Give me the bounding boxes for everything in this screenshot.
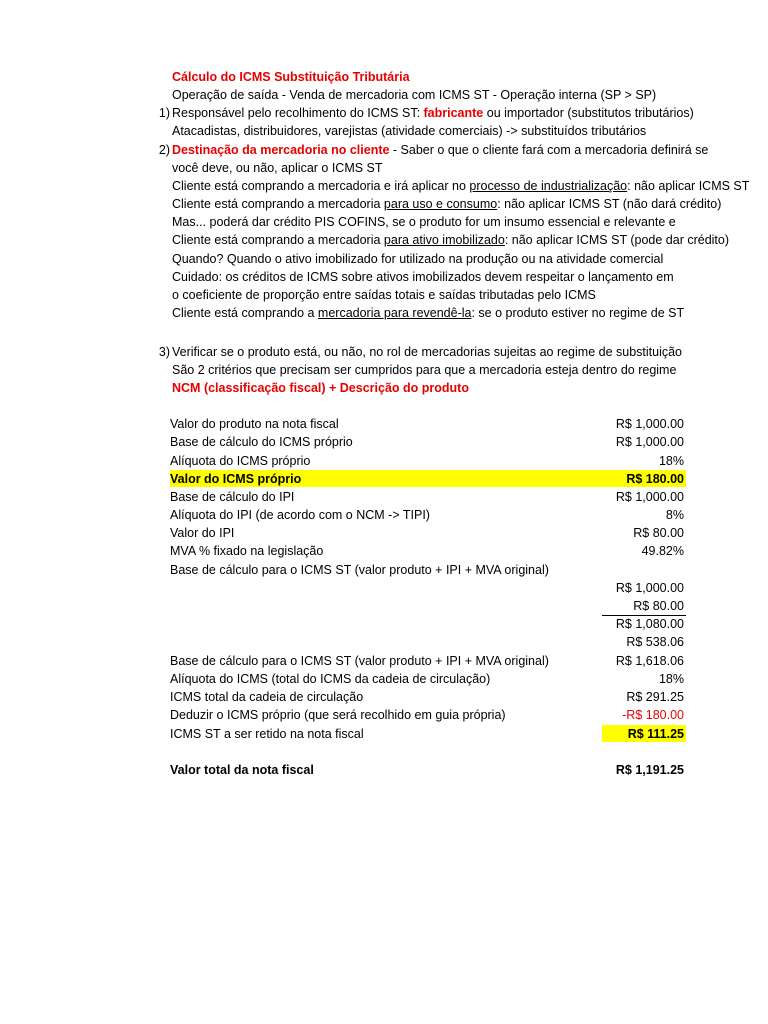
criteria-line: São 2 critérios que precisam ser cumpridos para que a mercadoria esteja dentro do regime [172,363,677,377]
row-label-ipi-base: Base de cálculo do IPI [170,490,295,504]
operation-description: Operação de saída - Venda de mercadoria com ICMS ST - Operação interna (SP > SP) [172,88,657,102]
caution-line: Cuidado: os créditos de ICMS sobre ativos imobilizados devem respeitar o lançamento em [172,270,674,284]
apply-line: você deve, ou não, aplicar o ICMS ST [172,161,383,175]
row-value-sub-total: R$ 1,080.00 [615,617,684,631]
row-value-invoice-total: R$ 1,191.25 [615,763,684,777]
row-value-ipi-rate: 8% [665,508,684,522]
row-value-product-value: R$ 1,000.00 [615,417,684,431]
row-value-sub-mva: R$ 538.06 [626,635,684,649]
row-value-chain-rate: 18% [658,672,684,686]
row-label-st-base: Base de cálculo para o ICMS ST (valor produto + IPI + MVA original) [170,654,549,668]
responsible-line: Responsável pelo recolhimento do ICMS ST: fabricante ou importador (substitutos tributários) [172,106,694,120]
use-consumption-line: Cliente está comprando a mercadoria para uso e consumo: não aplicar ICMS ST (não dará crédito) [172,197,722,211]
row-label-deduct: Deduzir o ICMS próprio (que será recolhido em guia própria) [170,708,506,722]
row-label-invoice-total: Valor total da nota fiscal [170,763,314,777]
destination-highlight: Destinação da mercadoria no cliente [172,143,390,157]
verify-line: Verificar se o produto está, ou não, no rol de mercadorias sujeitas ao regime de substituição [172,345,683,359]
row-label-chain-total: ICMS total da cadeia de circulação [170,690,364,704]
row-value-sub-ipi: R$ 80.00 [633,599,684,613]
row-value-ipi-base: R$ 1,000.00 [615,490,684,504]
fixed-asset-line: Cliente está comprando a mercadoria para ativo imobilizado: não aplicar ICMS ST (pode dar crédito) [172,233,730,247]
row-value-ipi-value: R$ 80.00 [633,526,684,540]
row-label-ipi-rate: Alíquota do IPI (de acordo com o NCM -> TIPI) [170,508,430,522]
resale-line: Cliente está comprando a mercadoria para revendê-la: se o produto estiver no regime de ST [172,306,685,320]
row-value-st-base: R$ 1,618.06 [615,654,684,668]
row-label-product-value: Valor do produto na nota fiscal [170,417,339,431]
row-label-ipi-value: Valor do IPI [170,526,235,540]
row-label-mva: MVA % fixado na legislação [170,544,324,558]
destination-line: Destinação da mercadoria no cliente - Saber o que o cliente fará com a mercadoria definirá se [172,143,709,157]
row-label-chain-rate: Alíquota do ICMS (total do ICMS da cadeia de circulação) [170,672,491,686]
row-label-st-retained: ICMS ST a ser retido na nota fiscal [170,727,364,741]
pis-cofins-line: Mas... poderá dar crédito PIS COFINS, se o produto for um insumo essencial e relevante e [172,215,676,229]
item-number-3: 3) [158,345,170,359]
industrialization-line: Cliente está comprando a mercadoria e irá aplicar no processo de industrialização: não aplicar ICMS ST [172,179,750,193]
row-value-icms-base: R$ 1,000.00 [615,435,684,449]
row-label-icms-base: Base de cálculo do ICMS próprio [170,435,353,449]
item-number-2: 2) [158,143,170,157]
fabricante-highlight: fabricante [423,106,484,120]
row-label-icms-rate: Alíquota do ICMS próprio [170,454,311,468]
row-value-deduct: -R$ 180.00 [622,708,684,722]
when-line: Quando? Quando o ativo imobilizado for utilizado na produção ou na atividade comercial [172,252,664,266]
row-value-mva: 49.82% [641,544,684,558]
row-label-st-base-header: Base de cálculo para o ICMS ST (valor produto + IPI + MVA original) [170,563,549,577]
row-value-icms-value: R$ 180.00 [626,472,684,486]
ncm-line: NCM (classificação fiscal) + Descrição do produto [172,381,469,395]
row-label-icms-value: Valor do ICMS próprio [170,472,302,486]
row-value-sub-product: R$ 1,000.00 [615,581,684,595]
coefficient-line: o coeficiente de proporção entre saídas totais e saídas tributadas pelo ICMS [172,288,596,302]
page-title: Cálculo do ICMS Substituição Tributária [172,70,410,84]
row-value-chain-total: R$ 291.25 [626,690,684,704]
substituted-line: Atacadistas, distribuidores, varejistas (atividade comerciais) -> substituídos tributários [172,124,647,138]
row-value-icms-rate: 18% [658,454,684,468]
row-value-st-retained: R$ 111.25 [627,727,684,741]
item-number-1: 1) [158,106,170,120]
